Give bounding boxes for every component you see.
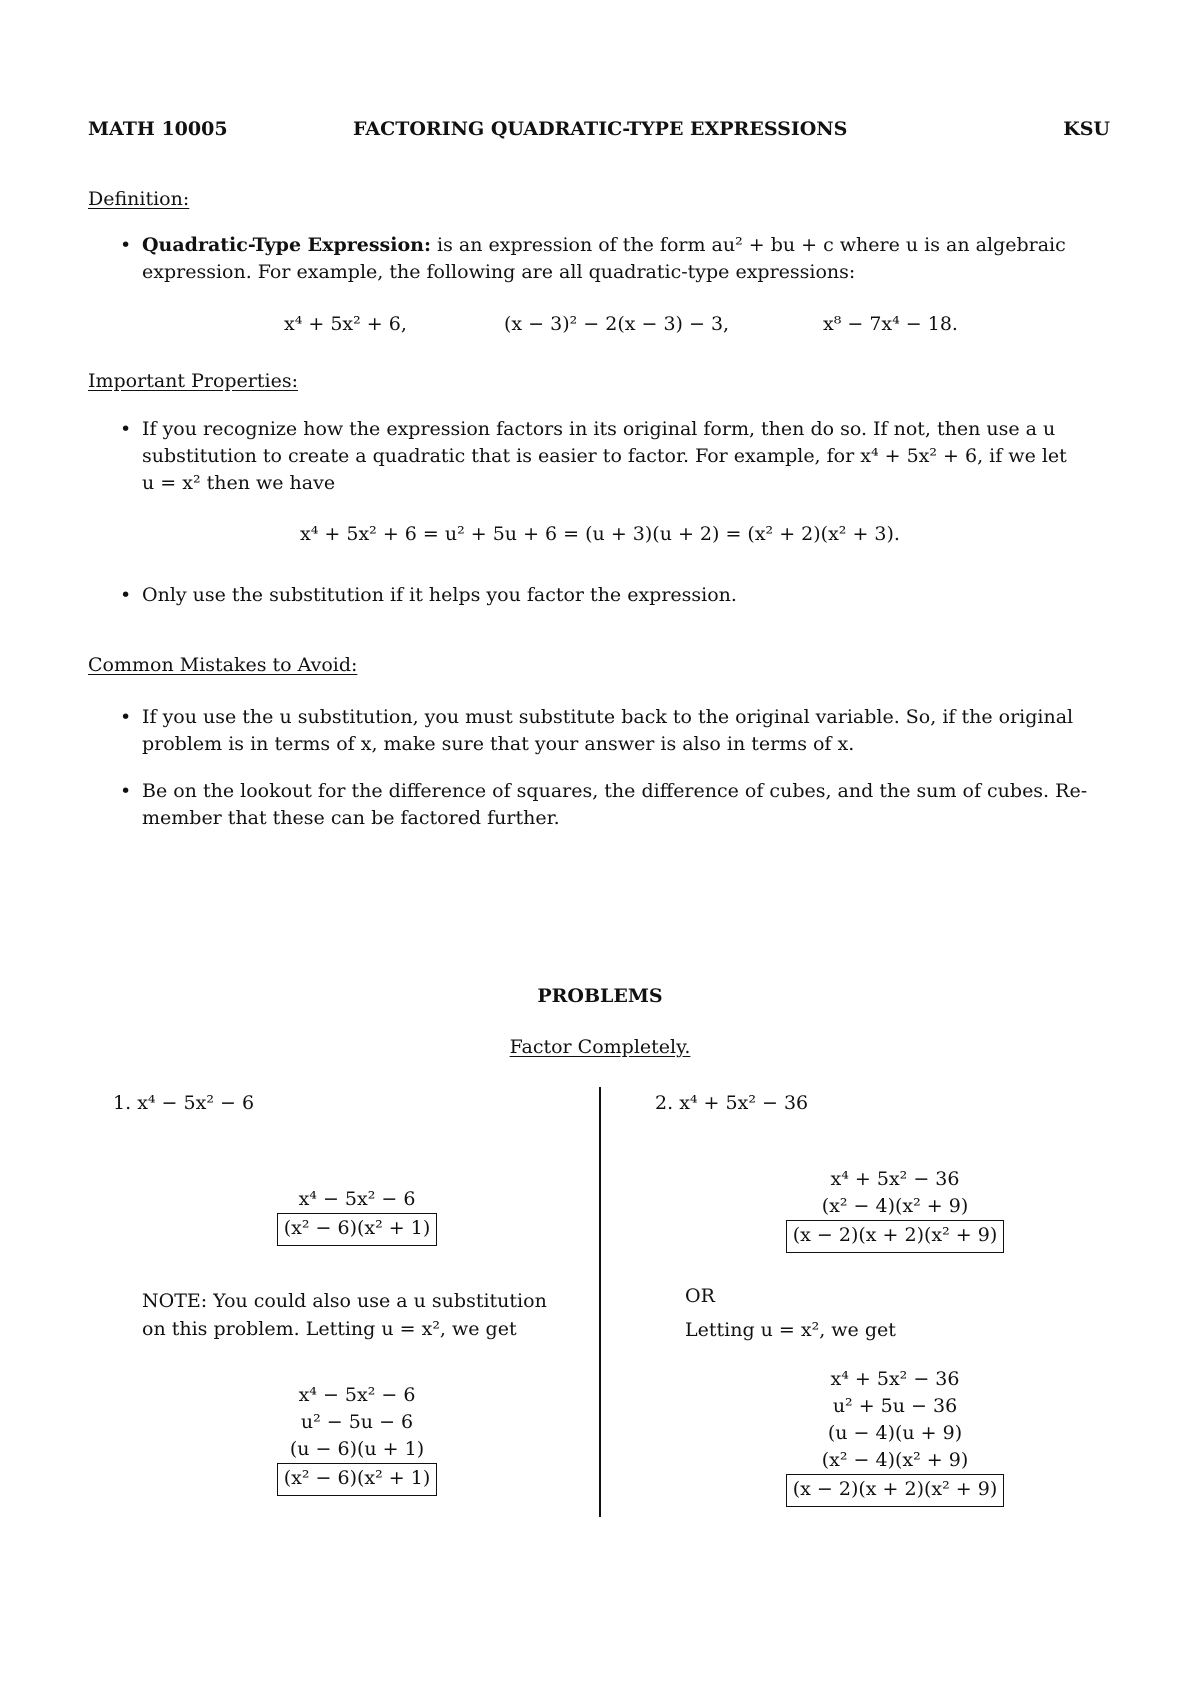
problem-2-sub-step: (u − 4)(u + 9) [827, 1422, 963, 1444]
mistake-2-line1: Be on the lookout for the difference of squares, the difference of cubes, and the sum of cubes. Re- [142, 780, 1088, 802]
problems-instruction [0, 1036, 1200, 1058]
bullet-icon: • [120, 234, 132, 256]
problem-2-expression: x⁴ + 5x² − 36 [679, 1092, 809, 1114]
problem-2-sub-step: x⁴ + 5x² − 36 [830, 1368, 960, 1390]
definition-line1: is an expression of the form au² + bu + c where u is an algebraic [437, 234, 1066, 256]
instruction-text: Factor Completely. [509, 1036, 691, 1058]
definition-term: Quadratic-Type Expression: [142, 234, 431, 256]
page-header [88, 118, 1110, 144]
mistakes-heading: Common Mistakes to Avoid: [88, 654, 358, 676]
example-2: (x − 3)² − 2(x − 3) − 3, [504, 313, 730, 335]
substitution-equation: x⁴ + 5x² + 6 = u² + 5u + 6 = (u + 3)(u + 2) = (x² + 2)(x² + 3). [300, 523, 900, 545]
problem-1-work [252, 1186, 462, 1246]
problem-1-sub-step: u² − 5u − 6 [300, 1411, 414, 1433]
problem-1-substitution-work [252, 1382, 462, 1496]
bullet-icon: • [120, 780, 132, 802]
properties-heading: Important Properties: [88, 370, 298, 392]
definition-line2: expression. For example, the following are all quadratic-type expressions: [142, 261, 856, 283]
problem-2-work [770, 1166, 1020, 1253]
mistake-1-line1: If you use the u substitution, you must substitute back to the original variable. So, if the original [142, 706, 1074, 728]
problem-1-statement [113, 1092, 254, 1114]
problem-2-step: x⁴ + 5x² − 36 [830, 1168, 960, 1190]
problem-1-step: x⁴ − 5x² − 6 [298, 1188, 416, 1210]
problem-1-sub-step: (u − 6)(u + 1) [289, 1438, 425, 1460]
bullet-icon: • [120, 584, 132, 606]
property-2-text: Only use the substitution if it helps you factor the expression. [142, 584, 737, 606]
bullet-icon: • [120, 706, 132, 728]
page-title: FACTORING QUADRATIC-TYPE EXPRESSIONS [353, 118, 848, 140]
column-divider [599, 1087, 601, 1517]
problem-1-expression: x⁴ − 5x² − 6 [137, 1092, 255, 1114]
example-1: x⁴ + 5x² + 6, [284, 313, 407, 335]
property-1-text [142, 416, 1110, 497]
definition-text [142, 232, 1110, 286]
problem-2-answer: (x − 2)(x + 2)(x² + 9) [786, 1220, 1005, 1253]
problem-2-sub-step: u² + 5u − 36 [832, 1395, 958, 1417]
problem-2-sub-step: (x² − 4)(x² + 9) [821, 1449, 969, 1471]
note-line1: NOTE: You could also use a u substitution [142, 1290, 547, 1312]
problem-1-label: 1. [113, 1092, 132, 1114]
property-1-line3: u = x² then we have [142, 472, 336, 494]
problem-2-step: (x² − 4)(x² + 9) [821, 1195, 969, 1217]
example-3: x⁸ − 7x⁴ − 18. [823, 313, 958, 335]
mistake-2-text [142, 778, 1110, 832]
school-name: KSU [1063, 118, 1110, 140]
bullet-icon: • [120, 418, 132, 440]
problem-1-sub-step: x⁴ − 5x² − 6 [298, 1384, 416, 1406]
course-code: MATH 10005 [88, 118, 228, 140]
problem-2-or: OR [685, 1285, 715, 1307]
problem-1-note [142, 1287, 582, 1343]
property-1-line2: substitution to create a quadratic that is easier to factor. For example, for x⁴ + 5x² + 6, if we let [142, 445, 1067, 467]
mistake-1-line2: problem is in terms of x, make sure that your answer is also in terms of x. [142, 733, 855, 755]
problem-2-substitution-work [770, 1366, 1020, 1507]
property-1-line1: If you recognize how the expression factors in its original form, then do so. If not, then use a u [142, 418, 1056, 440]
problems-heading: PROBLEMS [537, 985, 663, 1007]
definition-heading: Definition: [88, 188, 190, 210]
problem-1-final-answer: (x² − 6)(x² + 1) [277, 1463, 438, 1496]
problem-2-letting: Letting u = x², we get [685, 1319, 896, 1341]
problem-1-answer: (x² − 6)(x² + 1) [277, 1213, 438, 1246]
mistake-1-text [142, 704, 1110, 758]
note-line2: on this problem. Letting u = x², we get [142, 1318, 517, 1340]
problem-2-statement [655, 1092, 808, 1114]
mistake-2-line2: member that these can be factored further. [142, 807, 560, 829]
problem-2-final-answer: (x − 2)(x + 2)(x² + 9) [786, 1474, 1005, 1507]
problem-2-label: 2. [655, 1092, 674, 1114]
